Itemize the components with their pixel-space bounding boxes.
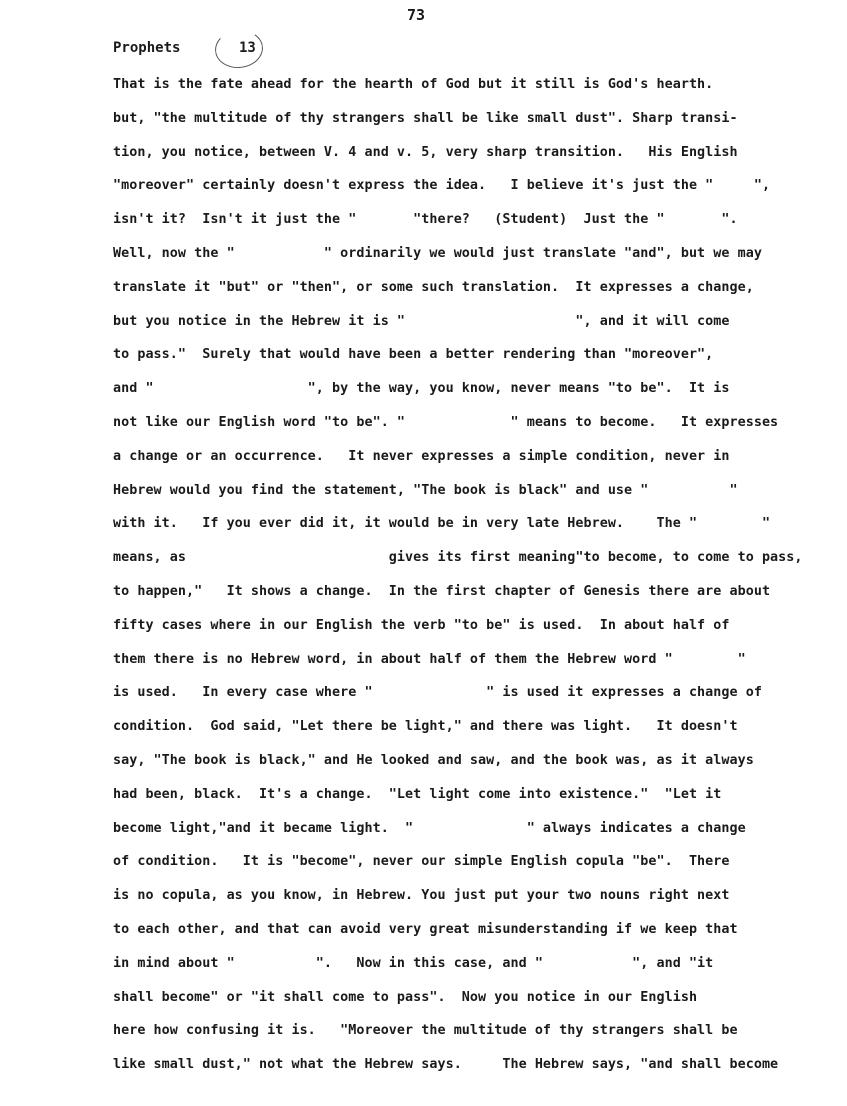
text-line: tion, you notice, between V. 4 and v. 5, very sharp transition. His English: [113, 144, 738, 160]
text-line: isn't it? Isn't it just the " "there? (Student) Just the " ".: [113, 212, 738, 228]
text-line: with it. If you ever did it, it would be in very late Hebrew. The " ": [113, 516, 771, 532]
text-line: Well, now the " " ordinarily we would just translate "and", but we may: [113, 245, 762, 261]
page-number: 73: [407, 6, 426, 24]
text-line: of condition. It is "become", never our simple English copula "be". There: [113, 854, 730, 870]
text-line: a change or an occurrence. It never expresses a simple condition, never in: [113, 448, 730, 464]
text-line: to pass." Surely that would have been a better rendering than "moreover",: [113, 347, 714, 363]
text-line: fifty cases where in our English the verb "to be" is used. In about half of: [113, 617, 730, 633]
text-line: "moreover" certainly doesn't express the idea. I believe it's just the " ",: [113, 178, 771, 194]
text-line: had been, black. It's a change. "Let light come into existence." "Let it: [113, 786, 722, 802]
header-title: Prophets: [113, 40, 181, 56]
text-line: to each other, and that can avoid very great misunderstanding if we keep that: [113, 921, 738, 937]
text-line: condition. God said, "Let there be light," and there was light. It doesn't: [113, 719, 738, 735]
text-line: them there is no Hebrew word, in about half of them the Hebrew word " ": [113, 651, 746, 667]
text-line: but, "the multitude of thy strangers shall be like small dust". Sharp transi-: [113, 110, 738, 126]
text-line: Hebrew would you find the statement, "The book is black" and use " ": [113, 482, 738, 498]
text-line: means, as gives its first meaning"to become, to come to pass,: [113, 550, 803, 566]
section-number: 13: [239, 40, 256, 56]
text-line: say, "The book is black," and He looked and saw, and the book was, as it always: [113, 752, 754, 768]
text-line: is used. In every case where " " is used it expresses a change of: [113, 685, 762, 701]
text-line: is no copula, as you know, in Hebrew. You just put your two nouns right next: [113, 888, 730, 904]
text-line: That is the fate ahead for the hearth of God but it still is God's hearth.: [113, 77, 714, 92]
text-line: not like our English word "to be". " " means to become. It expresses: [113, 414, 779, 430]
text-line: like small dust," not what the Hebrew says. The Hebrew says, "and shall become: [113, 1057, 779, 1073]
text-line: in mind about " ". Now in this case, and " ", and "it: [113, 955, 714, 971]
text-line: become light,"and it became light. " " always indicates a change: [113, 820, 746, 836]
text-line: and " ", by the way, you know, never means "to be". It is: [113, 381, 730, 397]
text-line: shall become" or "it shall come to pass". Now you notice in our English: [113, 989, 698, 1005]
text-line: translate it "but" or "then", or some such translation. It expresses a change,: [113, 279, 754, 295]
body-text: [113, 73, 813, 1087]
text-line: to happen," It shows a change. In the first chapter of Genesis there are about: [113, 583, 771, 599]
text-line: but you notice in the Hebrew it is " ", and it will come: [113, 313, 730, 329]
text-line: here how confusing it is. "Moreover the multitude of thy strangers shall be: [113, 1023, 738, 1039]
